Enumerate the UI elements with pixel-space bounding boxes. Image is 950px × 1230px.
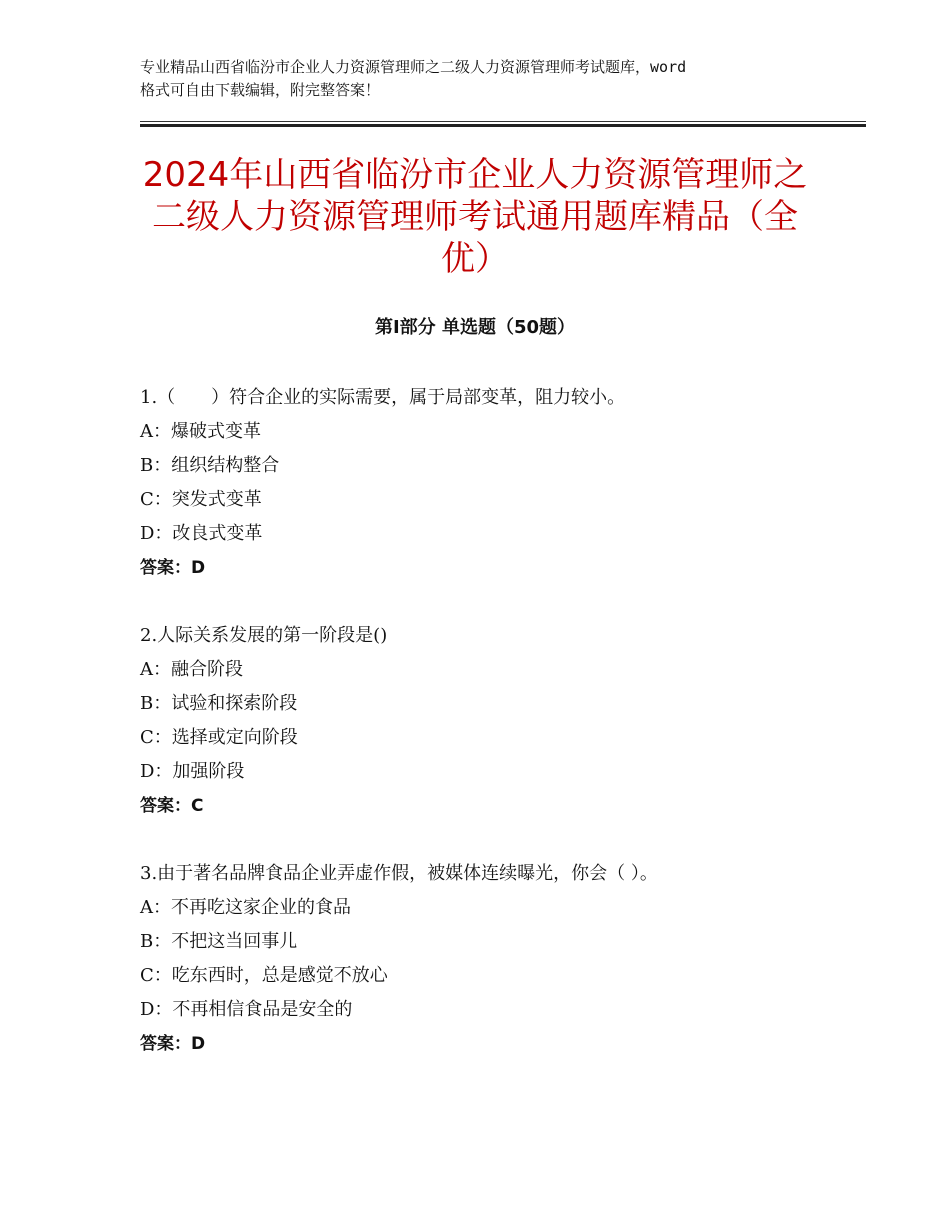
question-stem: 3.由于著名品牌食品企业弄虚作假，被媒体连续曝光，你会（ ）。 bbox=[140, 863, 658, 884]
title-line-1: 2024年山西省临汾市企业人力资源管理师之 bbox=[142, 155, 808, 195]
header-note-line-1: 专业精品山西省临汾市企业人力资源管理师之二级人力资源管理师考试题库，word bbox=[140, 58, 687, 76]
answer: 答案：D bbox=[140, 1034, 206, 1054]
option-c: C：吃东西时，总是感觉不放心 bbox=[140, 965, 388, 986]
question-stem: 2.人际关系发展的第一阶段是() bbox=[140, 625, 388, 646]
question-1 bbox=[140, 381, 860, 585]
title-line-2: 二级人力资源管理师考试通用题库精品（全 bbox=[152, 197, 798, 237]
answer: 答案：C bbox=[140, 796, 204, 816]
option-b: B：试验和探索阶段 bbox=[140, 693, 298, 714]
header-note bbox=[140, 56, 820, 102]
document-title bbox=[120, 154, 830, 280]
option-d: D：改良式变革 bbox=[140, 523, 263, 544]
option-d: D：加强阶段 bbox=[140, 761, 245, 782]
section-heading: 第Ⅰ部分 单选题（50题） bbox=[374, 317, 575, 338]
option-b: B：组织结构整合 bbox=[140, 455, 280, 476]
header-divider-thin bbox=[140, 121, 866, 122]
option-c: C：突发式变革 bbox=[140, 489, 262, 510]
title-line-3: 优） bbox=[441, 239, 509, 279]
option-a: A：爆破式变革 bbox=[140, 421, 261, 442]
option-c: C：选择或定向阶段 bbox=[140, 727, 298, 748]
question-3 bbox=[140, 857, 860, 1061]
option-b: B：不把这当回事儿 bbox=[140, 931, 298, 952]
answer: 答案：D bbox=[140, 558, 206, 578]
question-2 bbox=[140, 619, 860, 823]
option-a: A：融合阶段 bbox=[140, 659, 243, 680]
option-d: D：不再相信食品是安全的 bbox=[140, 999, 353, 1020]
option-a: A：不再吃这家企业的食品 bbox=[140, 897, 351, 918]
question-stem: 1.（ ）符合企业的实际需要，属于局部变革，阻力较小。 bbox=[140, 387, 626, 408]
header-divider-thick bbox=[140, 124, 866, 127]
header-note-line-2: 格式可自由下载编辑，附完整答案！ bbox=[140, 81, 381, 99]
